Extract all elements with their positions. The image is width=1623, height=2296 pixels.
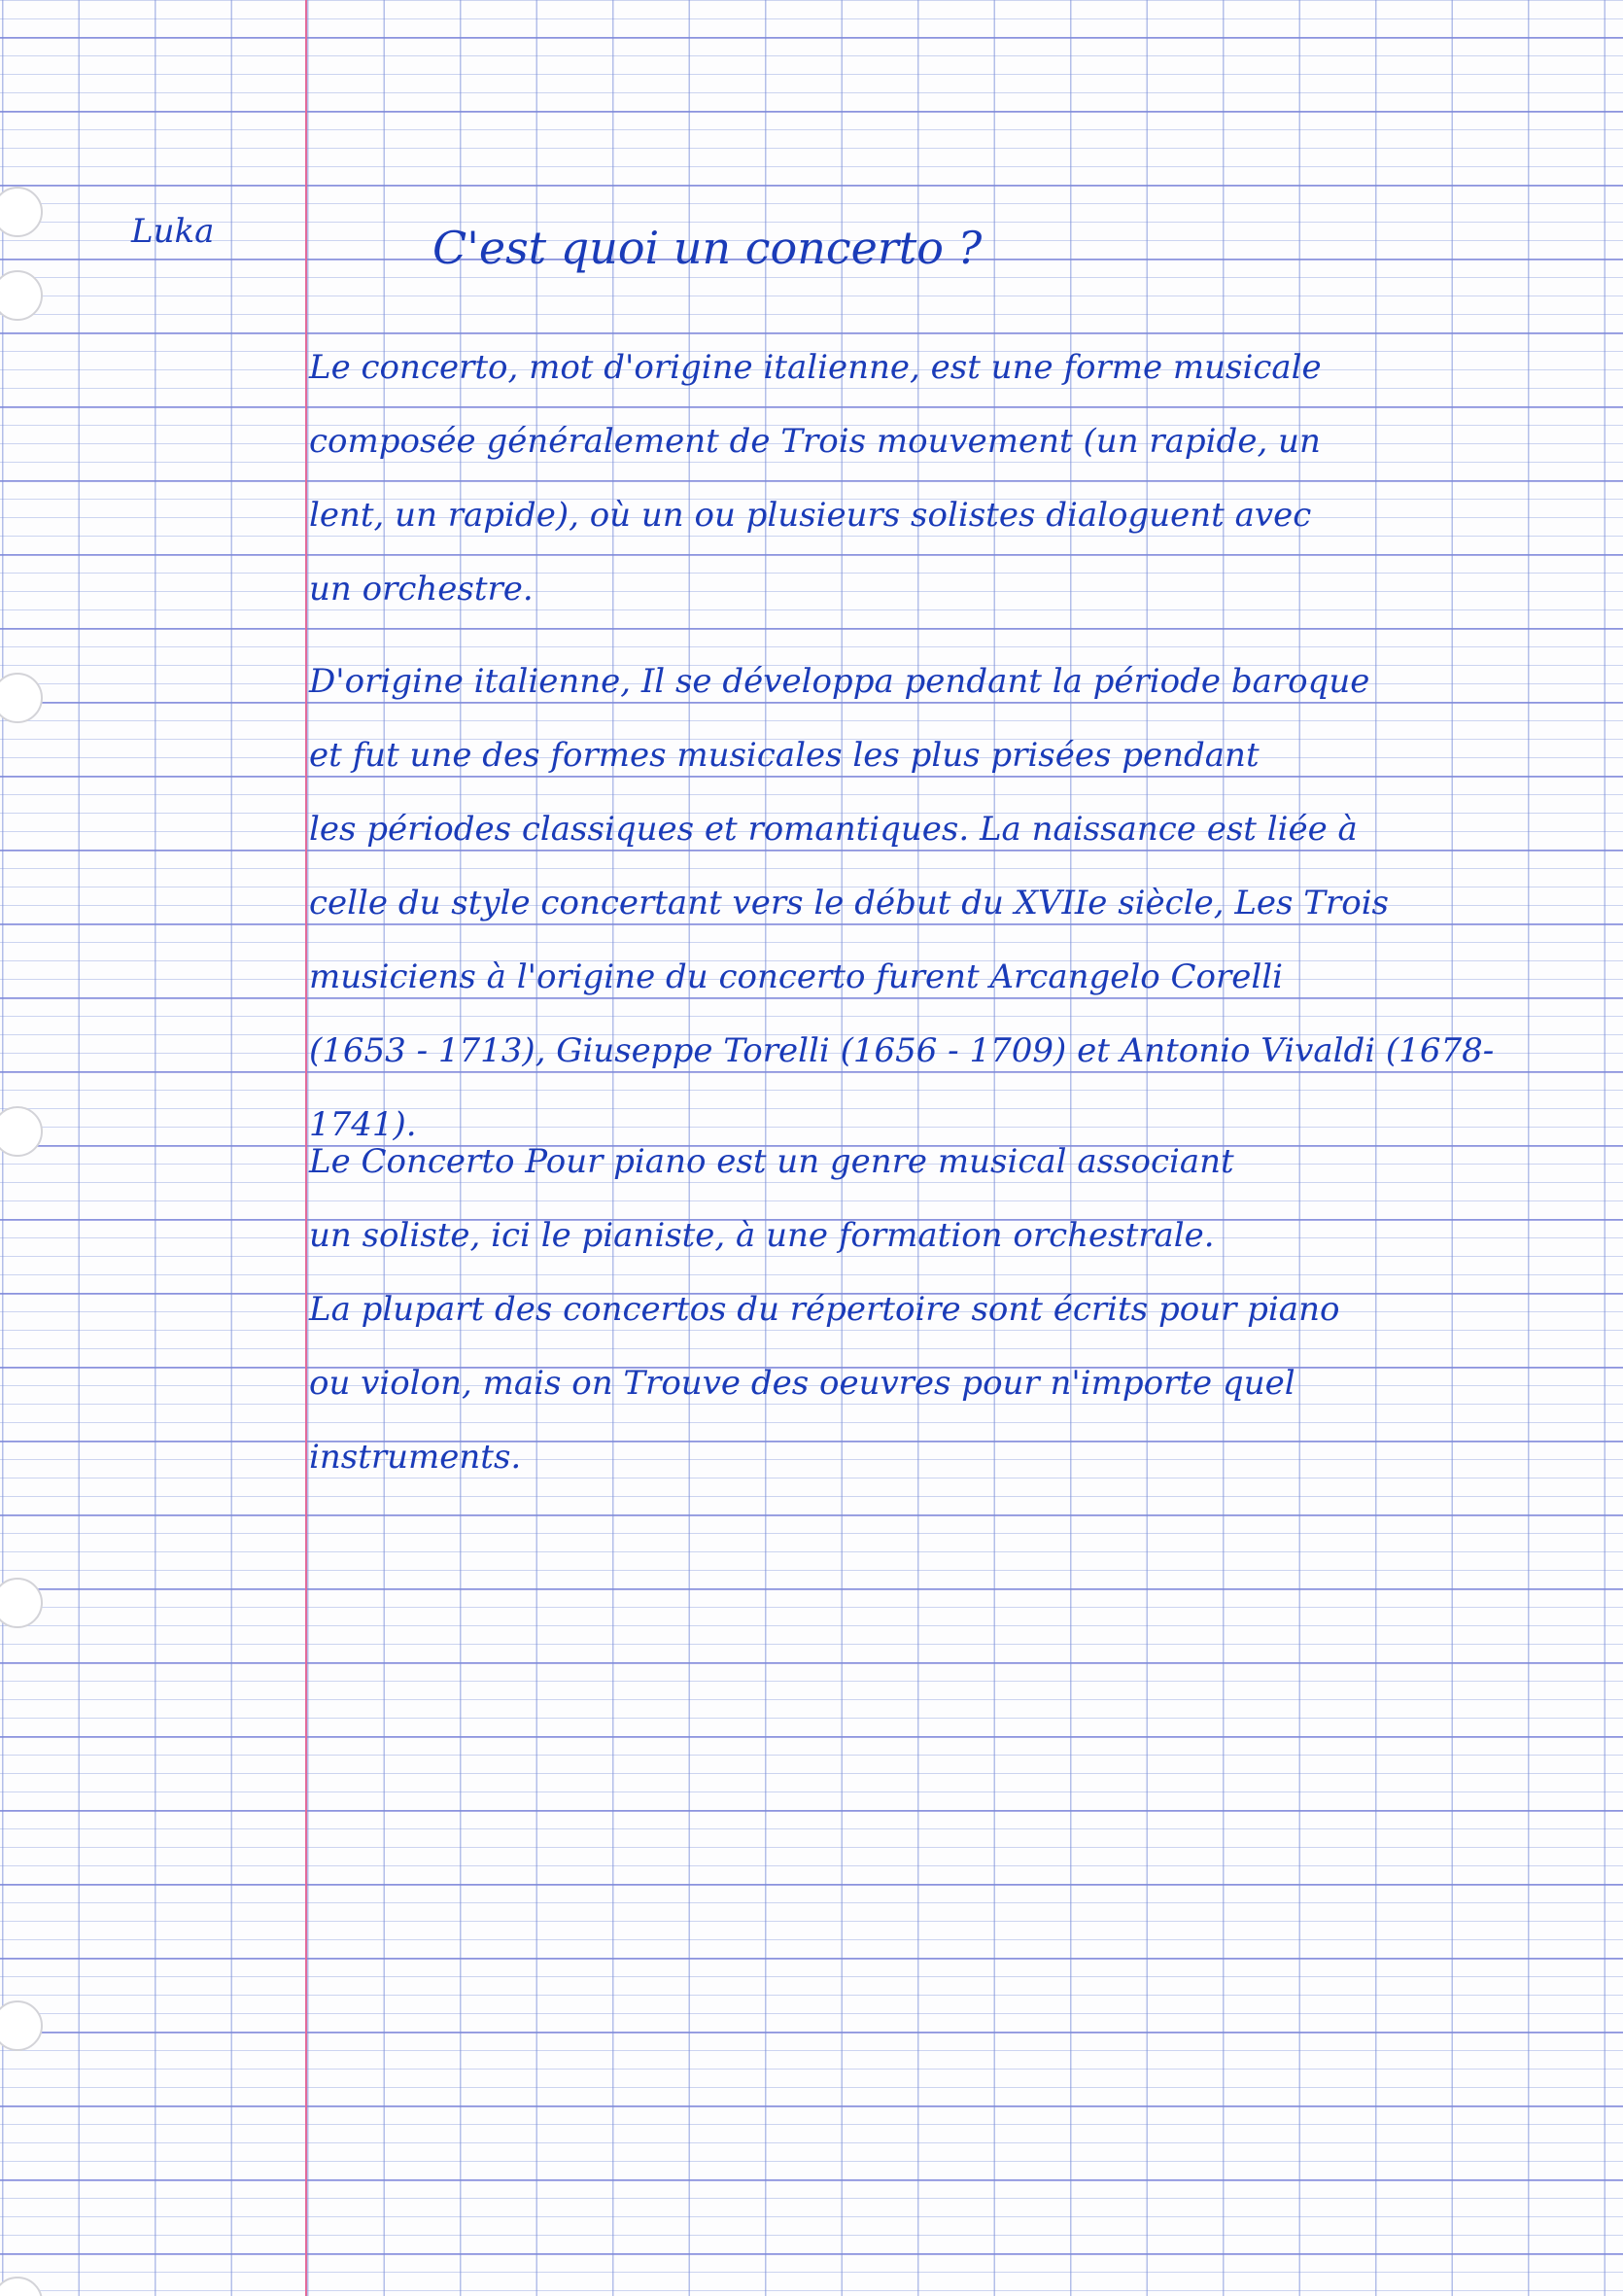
paragraph-line: D'origine italienne, Il se développa pendant la période baroque xyxy=(309,662,1370,701)
paragraph-line: un soliste, ici le pianiste, à une formation orchestrale. xyxy=(309,1216,1215,1255)
paragraph-line: les périodes classiques et romantiques. La naissance est liée à xyxy=(309,810,1358,849)
binder-hole xyxy=(0,2277,43,2296)
paragraph-definition xyxy=(309,335,1592,631)
paragraph-line: musiciens à l'origine du concerto furent Arcangelo Corelli xyxy=(309,957,1284,996)
page-title: C'est quoi un concerto ? xyxy=(432,222,983,274)
margin-line xyxy=(305,0,307,2296)
paragraph-piano-concerto xyxy=(309,1130,1592,1499)
paragraph-line: celle du style concertant vers le début du XVIIe siècle, Les Trois xyxy=(309,884,1390,922)
binder-hole xyxy=(0,2000,43,2051)
paragraph-line: Le concerto, mot d'origine italienne, est une forme musicale xyxy=(309,348,1322,387)
paragraph-line: un orchestre. xyxy=(309,570,534,609)
paragraph-line: lent, un rapide), où un ou plusieurs solistes dialoguent avec xyxy=(309,496,1312,535)
paragraph-line: La plupart des concertos du répertoire sont écrits pour piano xyxy=(309,1290,1340,1329)
paragraph-line: Le Concerto Pour piano est un genre musical associant xyxy=(309,1142,1234,1181)
paragraph-line: composée généralement de Trois mouvement (un rapide, un xyxy=(309,422,1321,461)
paragraph-line: (1653 - 1713), Giuseppe Torelli (1656 - 1709) et Antonio Vivaldi (1678- xyxy=(309,1031,1495,1070)
paragraph-line: et fut une des formes musicales les plus prisées pendant xyxy=(309,736,1260,775)
paragraph-line: instruments. xyxy=(309,1438,522,1477)
binder-hole xyxy=(0,1578,43,1628)
binder-hole xyxy=(0,1106,43,1157)
binder-hole xyxy=(0,673,43,723)
paragraph-line: ou violon, mais on Trouve des oeuvres pour n'importe quel xyxy=(309,1364,1295,1403)
binder-hole xyxy=(0,270,43,321)
paragraph-line: 1741). xyxy=(309,1105,417,1144)
paragraph-history xyxy=(309,649,1592,1166)
binder-hole xyxy=(0,187,43,237)
author-name: Luka xyxy=(131,212,215,251)
